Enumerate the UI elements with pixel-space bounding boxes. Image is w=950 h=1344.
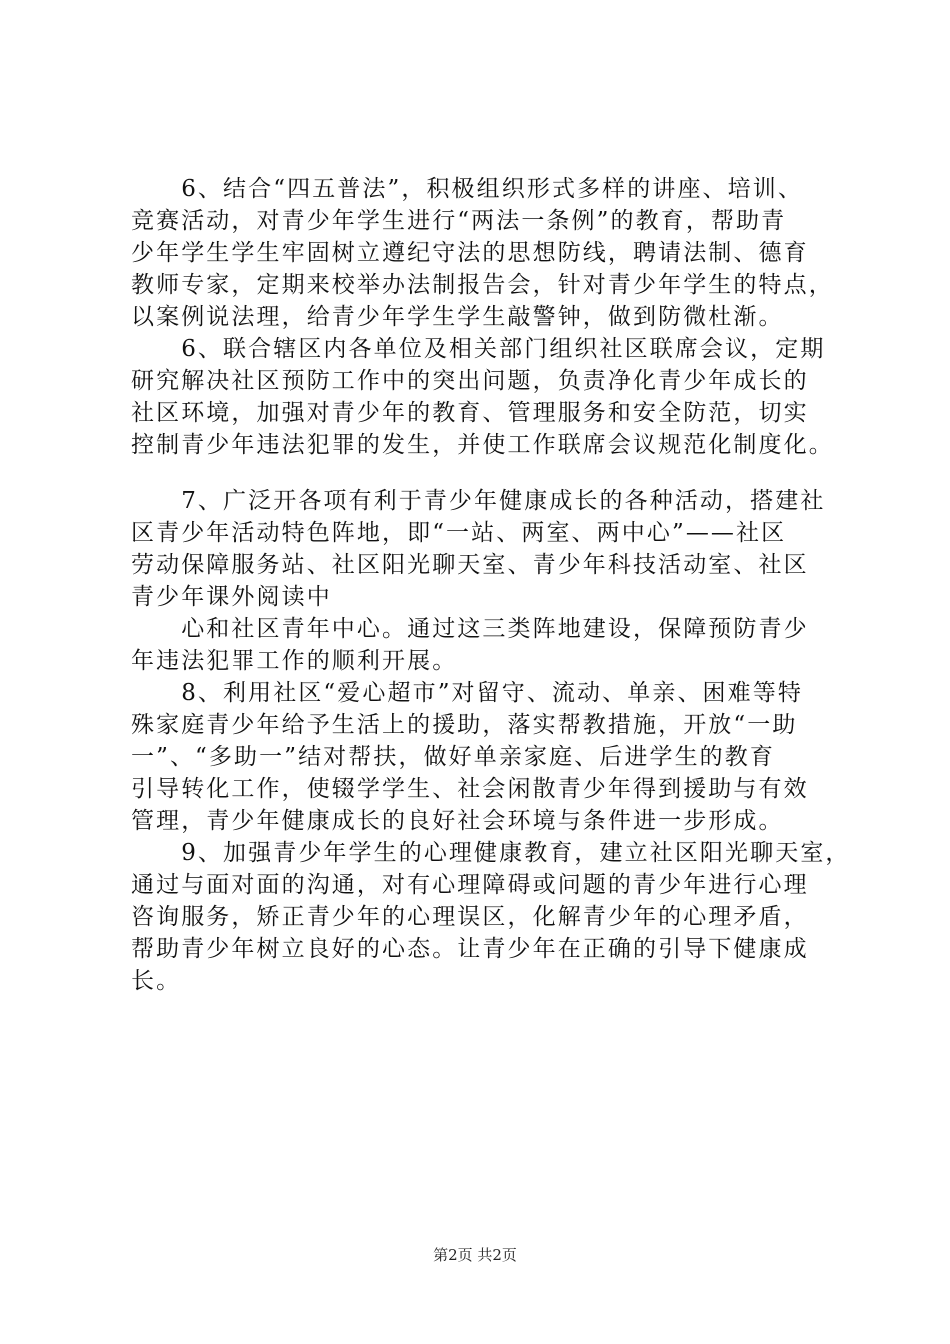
text-line: 社区环境，加强对青少年的教育、管理服务和安全防范，切实 <box>131 400 809 426</box>
text-line: 劳动保障服务站、社区阳光聊天室、青少年科技活动室、社区 <box>131 552 809 578</box>
text-line: 6、联合辖区内各单位及相关部门组织社区联席会议，定期 <box>131 336 826 362</box>
text-line: 长。 <box>131 968 182 994</box>
text-line: 一”、“多助一”结对帮扶，做好单亲家庭、后进学生的教育 <box>131 744 775 770</box>
text-line: 心和社区青年中心。通过这三类阵地建设，保障预防青少 <box>131 616 809 642</box>
text-line: 6、结合“四五普法”，积极组织形式多样的讲座、培训、 <box>131 176 803 202</box>
text-line: 殊家庭青少年给予生活上的援助，落实帮教措施，开放“一助 <box>131 712 798 738</box>
text-line: 9、加强青少年学生的心理健康教育，建立社区阳光聊天室， <box>131 840 851 866</box>
text-line: 通过与面对面的沟通，对有心理障碍或问题的青少年进行心理 <box>131 872 809 898</box>
text-line: 7、广泛开各项有利于青少年健康成长的各种活动，搭建社 <box>131 488 826 514</box>
text-line: 以案例说法理，给青少年学生学生敲警钟，做到防微杜渐。 <box>131 304 784 330</box>
text-line: 少年学生学生牢固树立遵纪守法的思想防线，聘请法制、德育 <box>131 240 809 266</box>
text-line: 竞赛活动，对青少年学生进行“两法一条例”的教育，帮助青 <box>131 208 787 234</box>
text-line: 帮助青少年树立良好的心态。让青少年在正确的引导下健康成 <box>131 936 809 962</box>
text-line: 引导转化工作，使辍学学生、社会闲散青少年得到援助与有效 <box>131 776 809 802</box>
text-line: 咨询服务，矫正青少年的心理误区，化解青少年的心理矛盾， <box>131 904 809 930</box>
text-line: 教师专家，定期来校举办法制报告会，针对青少年学生的特点， <box>131 272 834 298</box>
text-line: 区青少年活动特色阵地，即“一站、两室、两中心”——社区 <box>131 520 787 546</box>
text-line: 青少年课外阅读中 <box>131 584 332 610</box>
text-line: 年违法犯罪工作的顺利开展。 <box>131 648 458 674</box>
text-line: 控制青少年违法犯罪的发生，并使工作联席会议规范化制度化。 <box>131 432 834 458</box>
page-footer: 第2页 共2页 <box>433 1246 517 1264</box>
text-line: 8、利用社区“爱心超市”对留守、流动、单亲、困难等特 <box>131 680 803 706</box>
text-line: 研究解决社区预防工作中的突出问题，负责净化青少年成长的 <box>131 368 809 394</box>
text-line: 管理，青少年健康成长的良好社会环境与条件进一步形成。 <box>131 808 784 834</box>
